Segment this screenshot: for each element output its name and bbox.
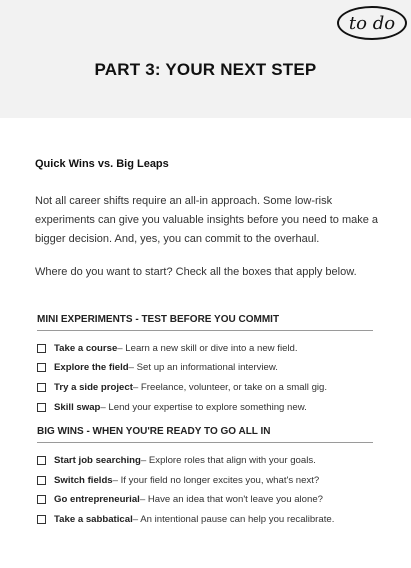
item-description: – Lend your expertise to explore something new. [100, 401, 307, 413]
checklist-item [37, 359, 382, 375]
checkbox[interactable] [37, 495, 46, 504]
page-title: PART 3: YOUR NEXT STEP [94, 60, 317, 79]
item-description: – Learn a new skill or dive into a new field. [117, 342, 298, 354]
checklist-item [37, 491, 382, 507]
checklist-item [37, 379, 382, 395]
checkbox[interactable] [37, 456, 46, 465]
item-title: Explore the field [54, 361, 129, 373]
instruction-paragraph: Where do you want to start? Check all the boxes that apply below. [35, 266, 357, 278]
group-heading-big-wins: BIG WINS - WHEN YOU'RE READY TO GO ALL IN [37, 426, 373, 443]
checkbox[interactable] [37, 515, 46, 524]
checklist-item [37, 452, 382, 468]
checkbox[interactable] [37, 363, 46, 372]
item-description: – Explore roles that align with your goals. [140, 454, 316, 466]
section-heading: Quick Wins vs. Big Leaps [35, 158, 169, 170]
item-description: – If your field no longer excites you, what's next? [112, 474, 320, 486]
item-title: Try a side project [54, 381, 133, 393]
item-title: Take a sabbatical [54, 513, 133, 525]
item-title: Start job searching [54, 454, 141, 466]
checkbox[interactable] [37, 403, 46, 412]
checkbox[interactable] [37, 383, 46, 392]
header-banner [0, 0, 411, 118]
item-title: Take a course [54, 342, 118, 354]
checklist-item [37, 472, 382, 488]
item-description: – An intentional pause can help you recalibrate. [132, 513, 335, 525]
item-description: – Have an idea that won't leave you alone? [139, 493, 324, 505]
item-title: Skill swap [54, 401, 101, 413]
intro-paragraph: Not all career shifts require an all-in approach. Some low-risk experiments can give you valuable insights before you need to make a bigger decision. And, yes, you can commit to the overhaul. [35, 195, 379, 245]
item-description: – Set up an informational interview. [128, 361, 278, 373]
checklist-item [37, 511, 382, 527]
checkbox[interactable] [37, 476, 46, 485]
todo-badge: to do [337, 6, 407, 40]
checklist-item [37, 340, 382, 356]
item-description: – Freelance, volunteer, or take on a small gig. [132, 381, 328, 393]
group-heading-mini-experiments: MINI EXPERIMENTS - TEST BEFORE YOU COMMIT [37, 314, 373, 331]
item-title: Go entrepreneurial [54, 493, 140, 505]
checklist-item [37, 399, 382, 415]
item-title: Switch fields [54, 474, 113, 486]
checkbox[interactable] [37, 344, 46, 353]
